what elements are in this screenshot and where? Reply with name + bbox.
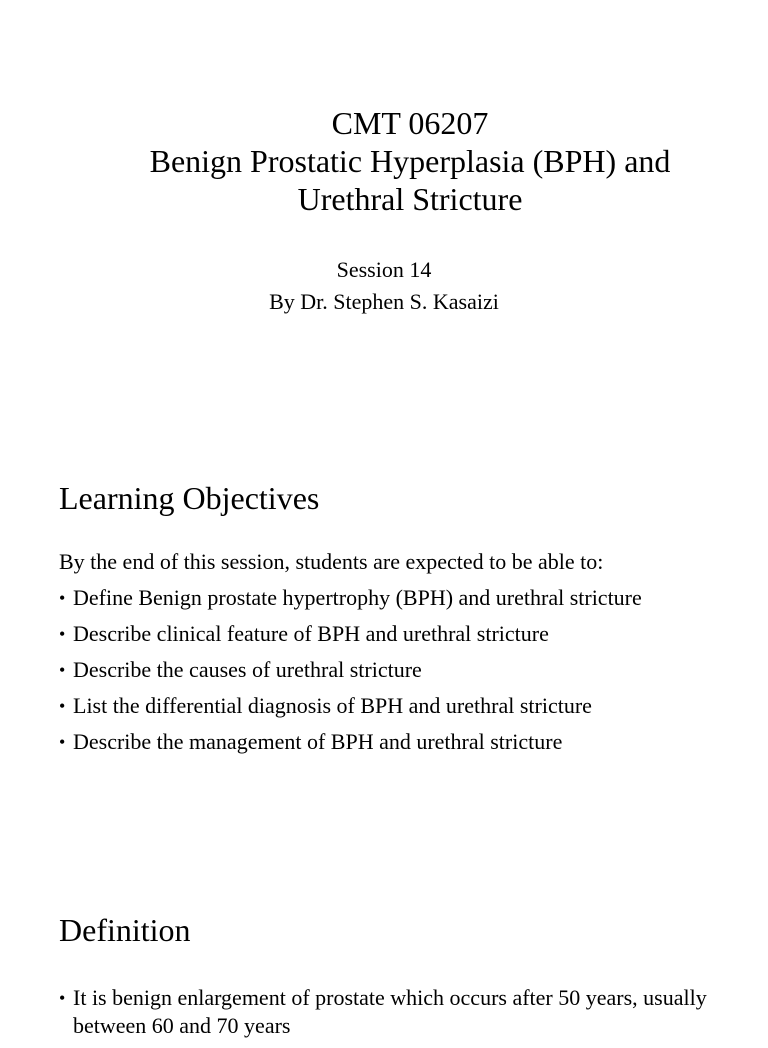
list-item-text: Describe the management of BPH and urethral stricture <box>73 729 563 754</box>
list-item-text: List the differential diagnosis of BPH and urethral stricture <box>73 693 592 718</box>
topic-line-2: Urethral Stricture <box>297 181 523 217</box>
definition-slide <box>0 900 768 1038</box>
list-item-text: Describe clinical feature of BPH and urethral stricture <box>73 621 549 646</box>
list-item-text: Define Benign prostate hypertrophy (BPH) and urethral stricture <box>73 585 642 610</box>
list-item <box>59 984 719 1040</box>
objectives-list <box>59 584 719 764</box>
slide-subtitle <box>0 254 768 318</box>
list-item <box>59 692 719 720</box>
list-item <box>59 728 719 756</box>
bullet-icon: • <box>59 660 66 680</box>
definition-list <box>59 984 719 1048</box>
slide-title <box>0 104 768 218</box>
bullet-icon: • <box>59 988 66 1008</box>
objectives-heading: Learning Objectives <box>59 480 320 516</box>
definition-heading: Definition <box>59 912 191 948</box>
list-item <box>59 584 719 612</box>
topic-line-1: Benign Prostatic Hyperplasia (BPH) and <box>149 143 671 179</box>
objectives-intro: By the end of this session, students are expected to be able to: <box>59 549 604 574</box>
session-label: Session 14 <box>336 257 432 282</box>
bullet-icon: • <box>59 732 66 752</box>
bullet-icon: • <box>59 588 66 608</box>
list-item <box>59 620 719 648</box>
objectives-slide <box>0 470 768 850</box>
bullet-icon: • <box>59 624 66 644</box>
list-item <box>59 656 719 684</box>
list-item-text: Describe the causes of urethral stricture <box>73 657 422 682</box>
list-item-text: It is benign enlargement of prostate which occurs after 50 years, usually between 60 and 70 years <box>73 985 707 1038</box>
author-label: By Dr. Stephen S. Kasaizi <box>269 289 499 314</box>
bullet-icon: • <box>59 696 66 716</box>
title-slide <box>0 0 768 430</box>
course-code: CMT 06207 <box>331 105 489 141</box>
